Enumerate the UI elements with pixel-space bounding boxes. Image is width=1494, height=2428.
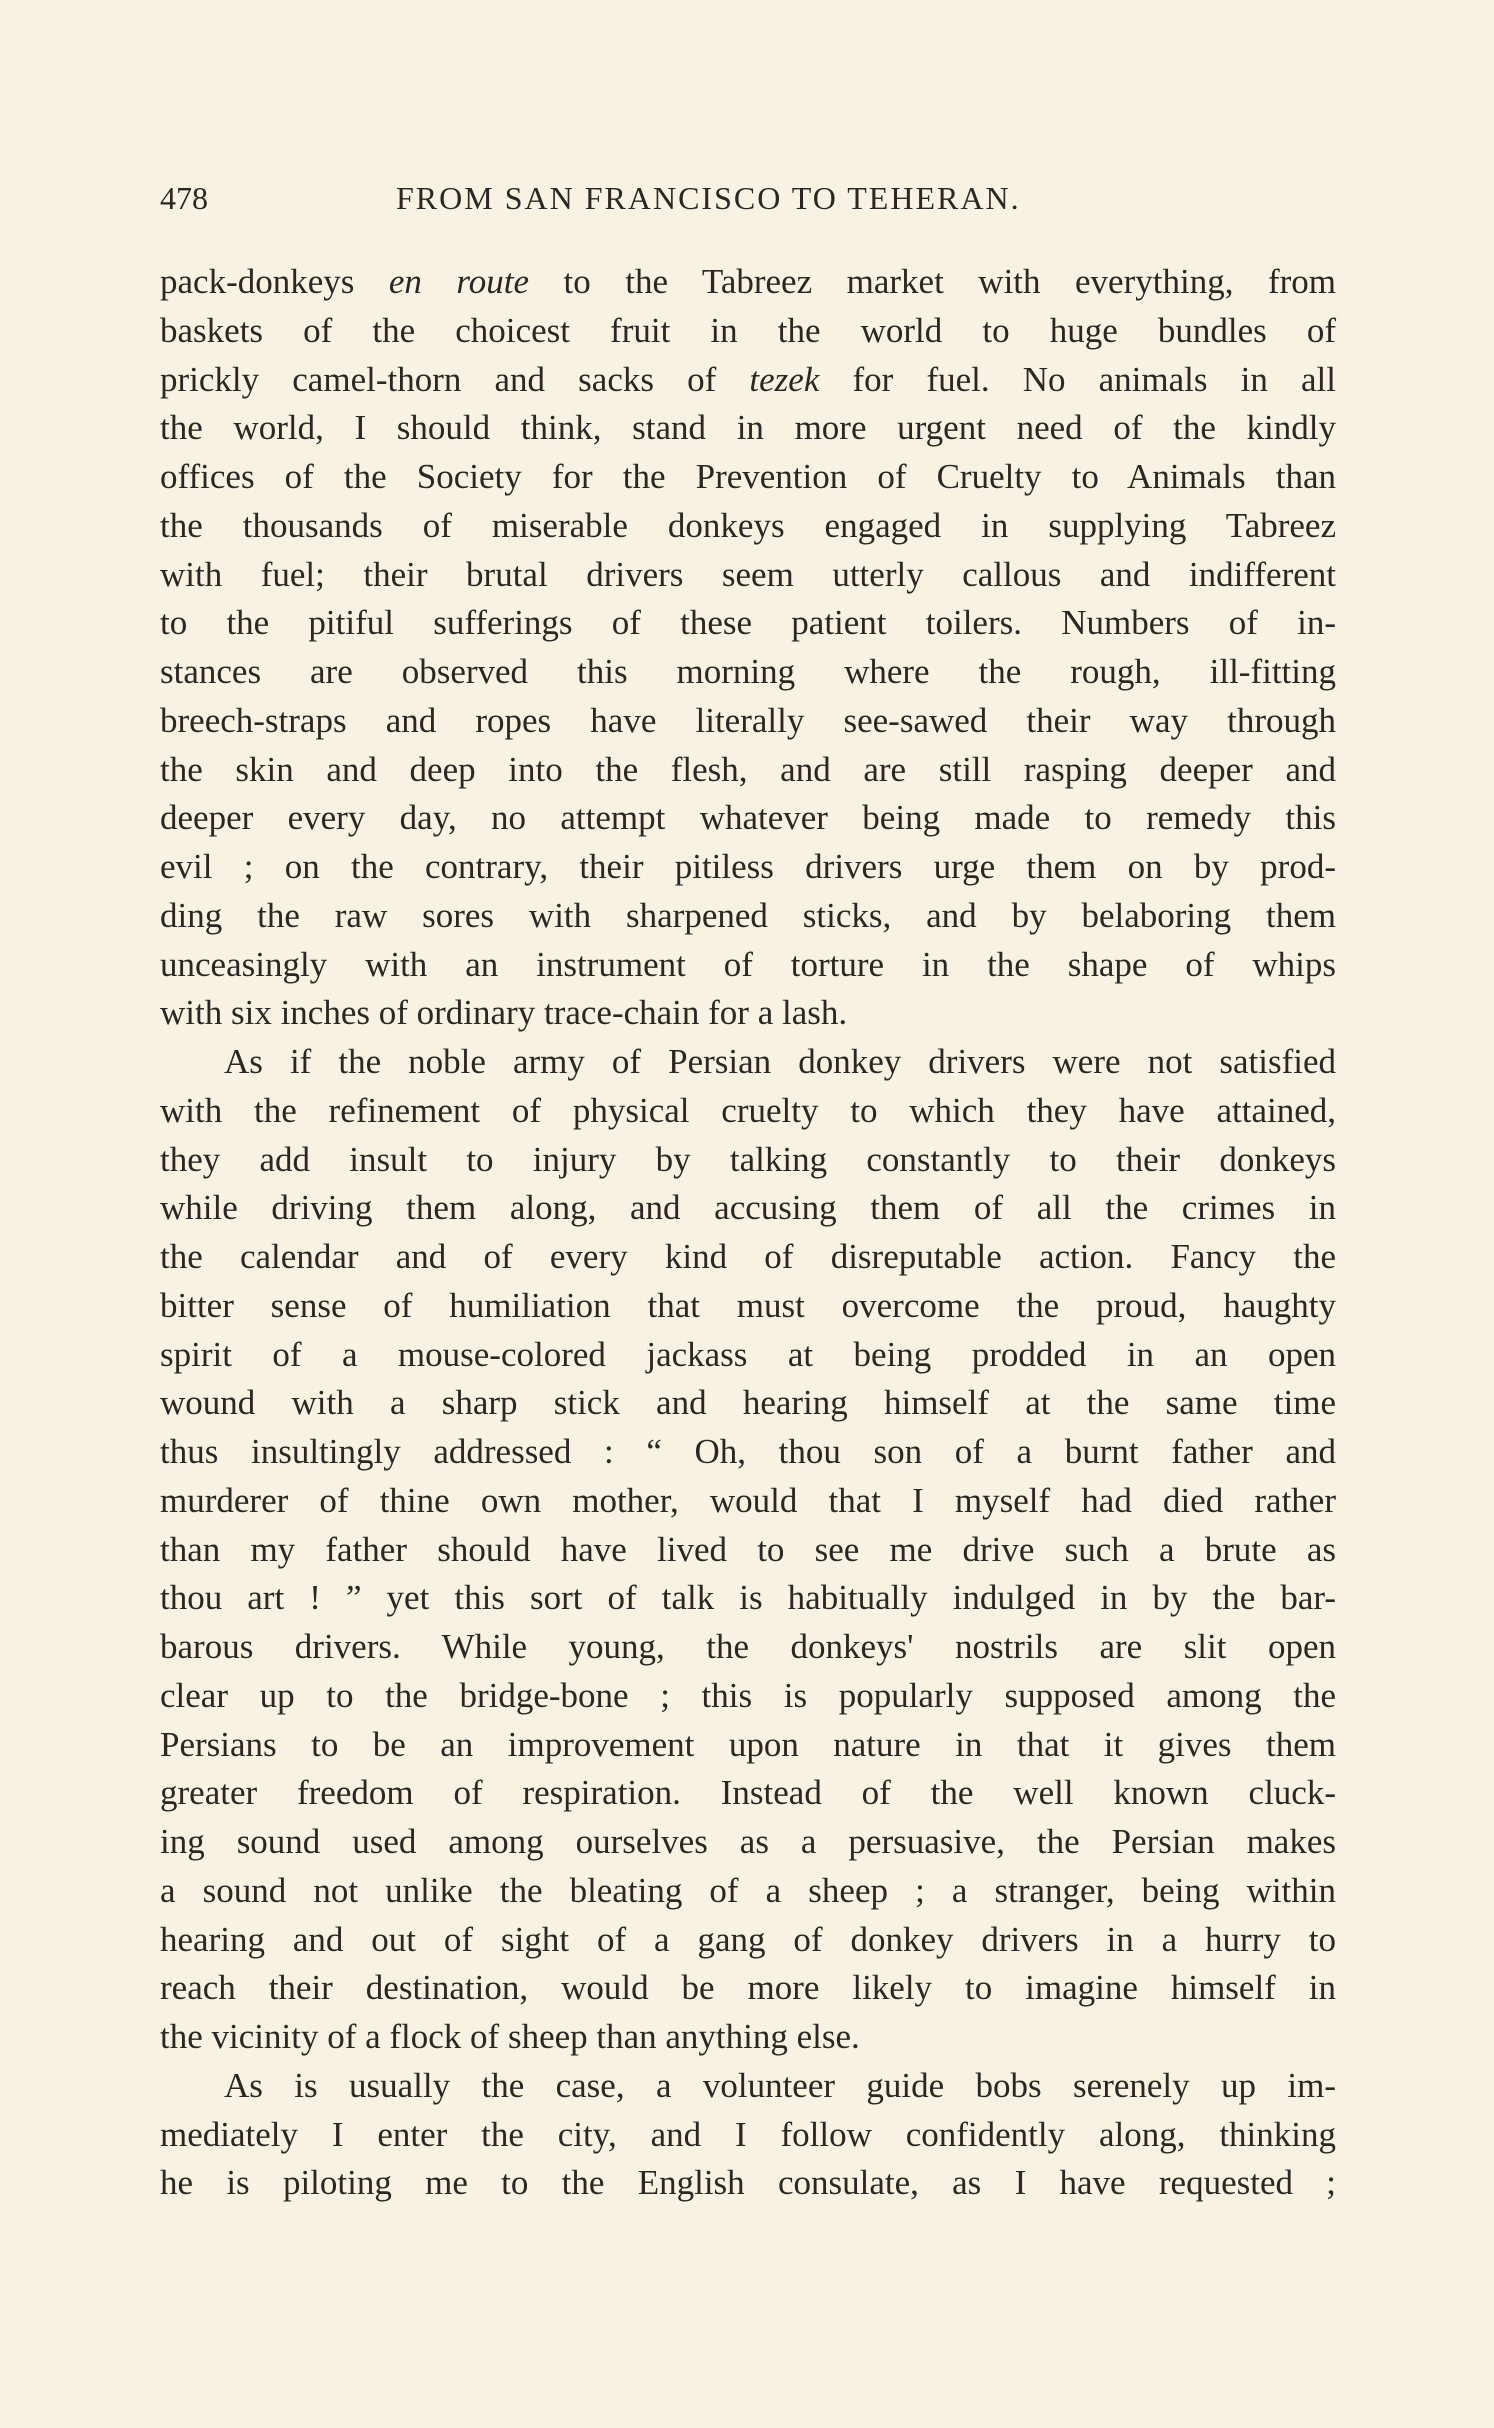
running-title: FROM SAN FRANCISCO TO TEHERAN.	[396, 180, 1021, 216]
text-segment: the calendar and of every kind of disreputable action. Fancy the	[160, 1237, 1336, 1276]
text-segment: breech-straps and ropes have literally see-sawed their way through	[160, 700, 1336, 740]
text-line	[160, 1818, 1336, 1867]
text-segment: baskets of the choicest fruit in the world to huge bundles of	[160, 310, 1336, 350]
text-segment: evil ; on the contrary, their pitiless drivers urge them on by prod-	[160, 847, 1336, 886]
text-line	[160, 1964, 1336, 2013]
text-line	[160, 1477, 1336, 1526]
text-line	[160, 258, 1336, 307]
text-line	[160, 599, 1336, 648]
text-segment: offices of the Society for the Prevention of Cruelty to Animals than	[160, 457, 1336, 496]
text-line	[160, 1379, 1336, 1428]
text-line	[160, 1867, 1336, 1916]
text-line	[160, 453, 1336, 502]
text-line	[160, 697, 1336, 746]
text-segment: thou art ! ” yet this sort of talk is habitually indulged in by the bar-	[160, 1578, 1336, 1618]
text-segment: the thousands of miserable donkeys engaged in supplying Tabreez	[160, 505, 1336, 545]
text-segment: unceasingly with an instrument of torture in the shape of whips	[160, 944, 1336, 984]
text-segment: mediately I enter the city, and I follow confidently along, thinking	[160, 2114, 1336, 2154]
text-segment: reach their destination, would be more likely to imagine himself in	[160, 1968, 1336, 2008]
text-segment: greater freedom of respiration. Instead of the well known cluck-	[160, 1773, 1336, 1813]
text-segment: As if the noble army of Persian donkey drivers were not satisfied	[224, 1042, 1336, 1081]
text-line	[160, 746, 1336, 795]
text-segment: wound with a sharp stick and hearing himself at the same time	[160, 1383, 1336, 1423]
text-line	[160, 1233, 1336, 1282]
text-line	[160, 1672, 1336, 1721]
text-segment: while driving them along, and accusing them of all the crimes in	[160, 1188, 1336, 1228]
text-line	[160, 941, 1336, 990]
text-line	[160, 1282, 1336, 1331]
text-line	[160, 2159, 1336, 2208]
text-segment: spirit of a mouse-colored jackass at being prodded in an open	[160, 1334, 1336, 1374]
text-segment: deeper every day, no attempt whatever being made to remedy this	[160, 798, 1336, 838]
text-line	[160, 1769, 1336, 1818]
text-line	[160, 307, 1336, 356]
text-segment: As is usually the case, a volunteer guide bobs serenely up im-	[224, 2065, 1336, 2105]
text-segment: Persians to be an improvement upon nature in that it gives them	[160, 1724, 1336, 1764]
text-line	[160, 648, 1336, 697]
text-segment: with the refinement of physical cruelty to which they have attained,	[160, 1090, 1336, 1130]
text-segment: for fuel. No animals in all	[819, 359, 1336, 399]
text-line	[160, 1136, 1336, 1185]
text-line	[160, 989, 1336, 1038]
text-segment: to the pitiful sufferings of these patient toilers. Numbers of in-	[160, 603, 1336, 643]
text-segment: thus insultingly addressed : “ Oh, thou son of a burnt father and	[160, 1432, 1336, 1471]
text-line	[160, 1526, 1336, 1575]
text-line	[160, 1038, 1336, 1087]
running-header	[160, 180, 1335, 224]
text-segment: with six inches of ordinary trace-chain for a lash.	[160, 993, 848, 1033]
text-line	[160, 794, 1336, 843]
text-segment: the skin and deep into the flesh, and are still rasping deeper and	[160, 749, 1336, 789]
text-segment: than my father should have lived to see me drive such a brute as	[160, 1529, 1336, 1569]
body-text	[160, 258, 1336, 2208]
italic-text: tezek	[749, 359, 820, 399]
text-line	[160, 356, 1336, 405]
text-line	[160, 404, 1336, 453]
text-line	[160, 2013, 1336, 2062]
text-line	[160, 1623, 1336, 1672]
text-segment: the vicinity of a flock of sheep than anything else.	[160, 2017, 860, 2056]
text-line	[160, 1087, 1336, 1136]
text-line	[160, 2111, 1336, 2160]
text-line	[160, 1184, 1336, 1233]
text-segment: pack-donkeys	[160, 262, 389, 301]
text-segment: the world, I should think, stand in more urgent need of the kindly	[160, 408, 1336, 448]
text-line	[160, 502, 1336, 551]
text-line	[160, 1574, 1336, 1623]
text-segment: murderer of thine own mother, would that I myself had died rather	[160, 1480, 1336, 1520]
text-segment: with fuel; their brutal drivers seem utterly callous and indifferent	[160, 554, 1336, 594]
page-number: 478	[160, 180, 208, 216]
text-segment: stances are observed this morning where the rough, ill-fitting	[160, 652, 1336, 691]
text-line	[160, 1331, 1336, 1380]
text-line	[160, 1428, 1336, 1477]
italic-text: en route	[388, 262, 530, 301]
text-segment: clear up to the bridge-bone ; this is popularly supposed among the	[160, 1675, 1336, 1715]
text-segment: a sound not unlike the bleating of a sheep ; a stranger, being within	[160, 1870, 1336, 1910]
text-segment: ding the raw sores with sharpened sticks, and by belaboring them	[160, 895, 1336, 935]
text-segment: bitter sense of humiliation that must overcome the proud, haughty	[160, 1285, 1336, 1325]
text-segment: prickly camel-thorn and sacks of	[160, 359, 750, 399]
text-line	[160, 843, 1336, 892]
text-line	[160, 551, 1336, 600]
text-segment: they add insult to injury by talking constantly to their donkeys	[160, 1139, 1336, 1179]
text-line	[160, 1916, 1336, 1965]
text-segment: hearing and out of sight of a gang of donkey drivers in a hurry to	[160, 1919, 1336, 1959]
text-line	[160, 1721, 1336, 1770]
text-segment: to the Tabreez market with everything, from	[529, 262, 1336, 301]
text-segment: barous drivers. While young, the donkeys' nostrils are slit open	[160, 1627, 1336, 1666]
text-line	[160, 892, 1336, 941]
text-line	[160, 2062, 1336, 2111]
text-segment: ing sound used among ourselves as a persuasive, the Persian makes	[160, 1822, 1336, 1861]
text-segment: he is piloting me to the English consulate, as I have requested ;	[160, 2163, 1336, 2203]
